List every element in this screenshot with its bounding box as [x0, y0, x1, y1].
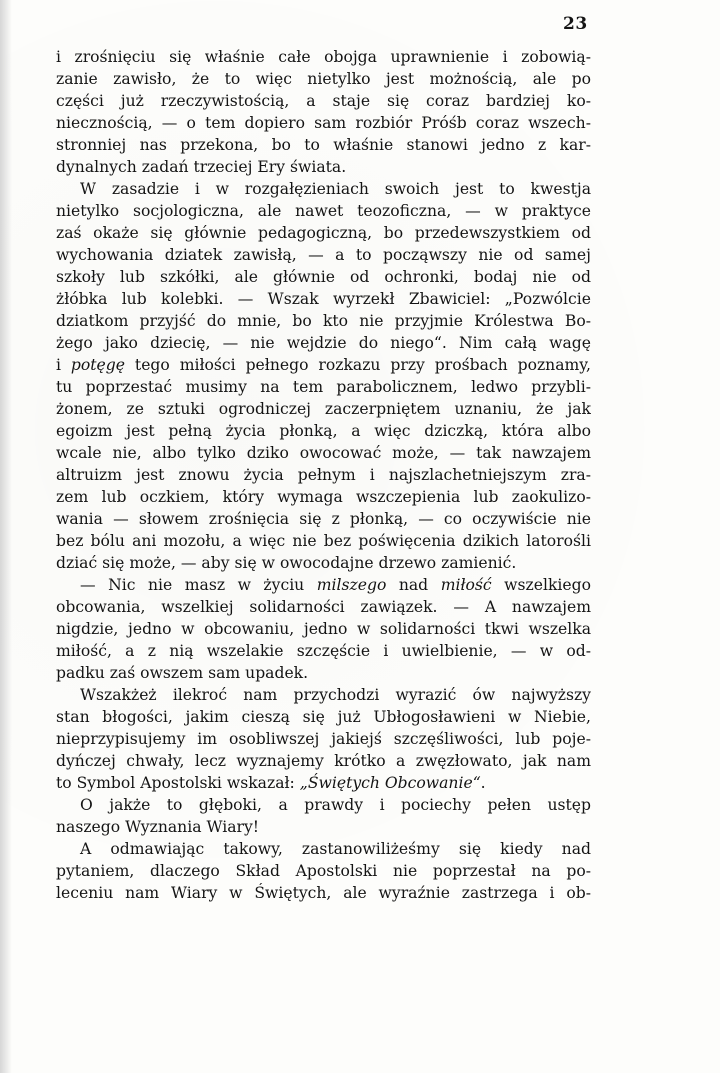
text-line: bez bólu ani mozołu, a więc nie bez poświęcenia dzikich latorośli — [56, 532, 591, 550]
text-line: nigdzie, jedno w obcowaniu, jedno w solidarności tkwi wszelka — [56, 620, 591, 638]
text-line: pytaniem, dlaczego Skład Apostolski nie poprzestał na po- — [56, 862, 591, 880]
text-line: O jakże to głęboki, a prawdy i pociechy pełen ustęp — [80, 796, 591, 814]
text-line: dynalnych zadań trzeciej Ery świata. — [56, 158, 347, 176]
body-text — [56, 46, 591, 904]
text-line: wania — słowem zrośnięcia się z płonką, — co oczywiście nie — [56, 510, 591, 528]
text-line: dziatkom przyjść do mnie, bo kto nie przyjmie Królestwa Bo- — [56, 312, 591, 330]
text-line: zanie zawisło, że to więc nietylko jest możnością, ale po — [56, 70, 591, 88]
page-binding-edge — [0, 0, 12, 1073]
text-line: dziać się może, — aby się w owocodajne drzewo zamienić. — [56, 554, 517, 572]
text-line: to Symbol Apostolski wskazał: „Świętych Obcowanie“. — [56, 774, 486, 792]
text-line: padku zaś owszem sam upadek. — [56, 664, 309, 682]
text-line: — Nic nie masz w życiu milszego nad miłość wszelkiego — [80, 576, 591, 594]
text-line: wychowania dziatek zawisłą, — a to począwszy nie od samej — [56, 246, 591, 264]
italic-phrase: „Świętych Obcowanie“ — [299, 774, 481, 792]
text-line: altruizm jest znowu życia pełnym i najszlachetniejszym zra- — [56, 466, 591, 484]
italic-phrase: milszego — [316, 576, 387, 594]
text-line: naszego Wyznania Wiary! — [56, 818, 260, 836]
text-line: zem lub oczkiem, który wymaga wszczepienia lub zaokulizo- — [56, 488, 591, 506]
text-line: obcowania, wszelkiej solidarności zawiązek. — A nawzajem — [56, 598, 591, 616]
text-line: i zrośnięciu się właśnie całe obojga uprawnienie i zobowią- — [56, 48, 591, 66]
page-number: 23 — [563, 14, 588, 34]
text-line: dyńczej chwały, lecz wyznajemy krótko a zwęzłowato, jak nam — [56, 752, 591, 770]
text-line: szkoły lub szkółki, ale głównie od ochronki, bodaj nie od — [56, 268, 591, 286]
text-line: Wszakżeż ilekroć nam przychodzi wyrazić ów najwyższy — [80, 686, 591, 704]
text-line: zaś okaże się głównie pedagogiczną, bo przedewszystkiem od — [56, 224, 591, 242]
text-line: W zasadzie i w rozgałęzieniach swoich jest to kwestja — [80, 180, 591, 198]
italic-phrase: miłość — [440, 576, 492, 594]
text-line: żonem, ze sztuki ogrodniczej zaczerpniętem uznaniu, że jak — [56, 400, 591, 418]
text-line: nieprzypisujemy im osobliwszej jakiejś szczęśliwości, lub poje- — [56, 730, 591, 748]
italic-phrase: potęgę — [70, 356, 125, 374]
text-line: żego jako dziecię, — nie wejdzie do niego“. Nim całą wagę — [56, 334, 591, 352]
text-line: stan błogości, jakim cieszą się już Ubłogosławieni w Niebie, — [56, 708, 591, 726]
text-line: stronniej nas przekona, bo to właśnie stanowi jedno z kar- — [56, 136, 591, 154]
text-line: leceniu nam Wiary w Świętych, ale wyraźnie zastrzega i ob- — [56, 884, 591, 902]
text-line: tu poprzestać musimy na tem parabolicznem, ledwo przybli- — [56, 378, 591, 396]
text-line: nietylko socjologiczna, ale nawet teozoficzna, — w praktyce — [56, 202, 591, 220]
text-line: części już rzeczywistością, a staje się coraz bardziej ko- — [56, 92, 591, 110]
text-line: wcale nie, albo tylko dziko owocować może, — tak nawzajem — [56, 444, 591, 462]
text-line: A odmawiając takowy, zastanowiliżeśmy się kiedy nad — [80, 840, 591, 858]
text-line: miłość, a z nią wszelakie szczęście i uwielbienie, — w od- — [56, 642, 591, 660]
text-line: niecznością, — o tem dopiero sam rozbiór Próśb coraz wszech- — [56, 114, 591, 132]
text-line: egoizm jest pełną życia płonką, a więc dziczką, która albo — [56, 422, 591, 440]
text-line: żłóbka lub kolebki. — Wszak wyrzekł Zbawiciel: „Pozwólcie — [56, 290, 591, 308]
text-line: i potęgę tego miłości pełnego rozkazu przy prośbach poznamy, — [56, 356, 591, 374]
